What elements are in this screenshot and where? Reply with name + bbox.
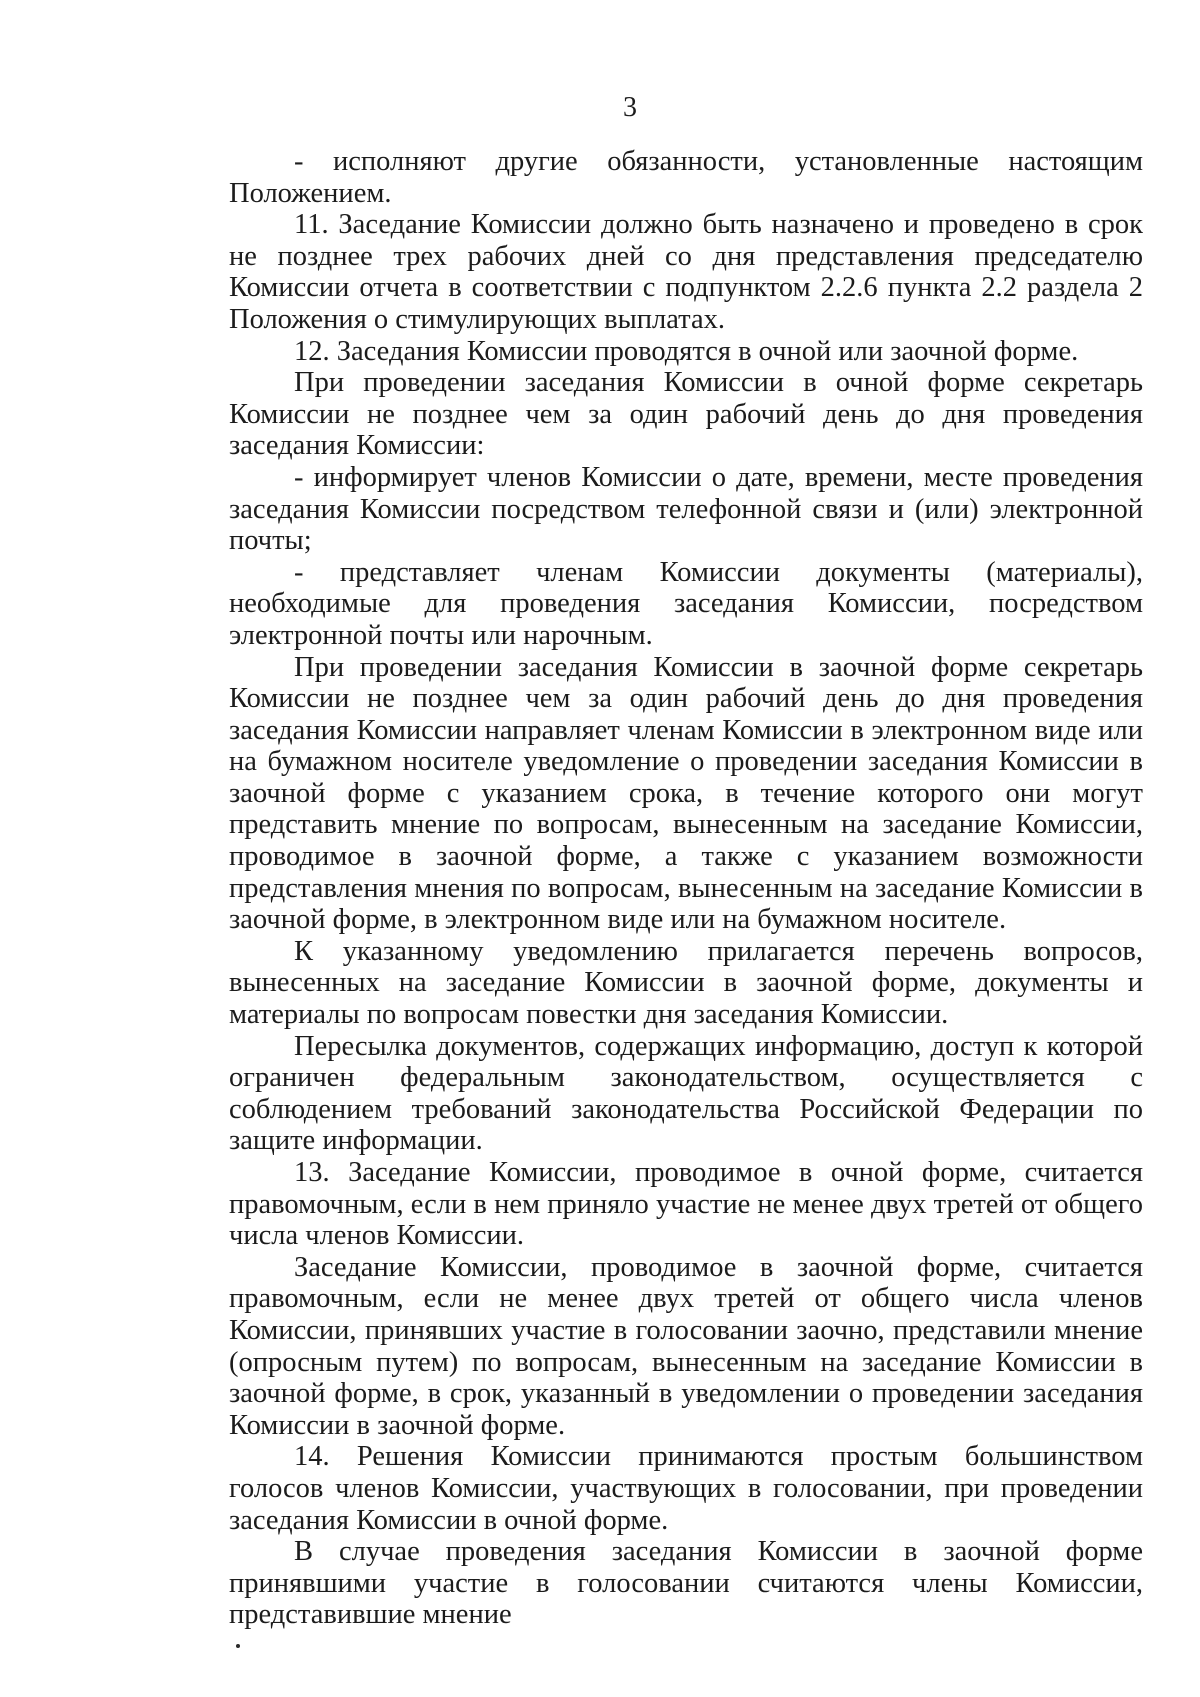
paragraph-duties: - исполняют другие обязанности, установленные настоящим Положением. [229, 146, 1143, 209]
paragraph-14: 14. Решения Комиссии принимаются простым большинством голосов членов Комиссии, участвующих в голосовании, при проведении заседания Комиссии в очной форме. [229, 1441, 1143, 1536]
paragraph-notification-attachments: К указанному уведомлению прилагается перечень вопросов, вынесенных на заседание Комиссии в заочной форме, документы и материалы по вопросам повестки дня заседания Комиссии. [229, 935, 1143, 1031]
paragraph-informs-members: - информирует членов Комиссии о дате, времени, месте проведения заседания Комиссии посредством телефонной связи и (или) электронной почты; [229, 461, 1143, 557]
paragraph-13: 13. Заседание Комиссии, проводимое в очной форме, считается правомочным, если в нем приняло участие не менее двух третей от общего числа членов Комиссии. [229, 1157, 1143, 1252]
paragraph-absentee-voting: В случае проведения заседания Комиссии в заочной форме принявшими участие в голосовании считаются члены Комиссии, представившие мнение [229, 1536, 1143, 1631]
scan-speck [236, 1644, 240, 1648]
paragraph-in-person-meeting: При проведении заседания Комиссии в очной форме секретарь Комиссии не позднее чем за один рабочий день до дня проведения заседания Комиссии: [229, 367, 1143, 462]
paragraph-restricted-documents: Пересылка документов, содержащих информацию, доступ к которой ограничен федеральным законодательством, осуществляется с соблюдением требований законодательства Российской Федерации по защите информации. [229, 1030, 1143, 1157]
paragraph-absentee-quorum: Заседание Комиссии, проводимое в заочной форме, считается правомочным, если не менее двух третей от общего числа членов Комиссии, принявших участие в голосовании заочно, представили мнение (опросным путем) по вопросам, вынесенным на заседание Комиссии в заочной форме, в срок, указанный в уведомлении о проведении заседания Комиссии в заочной форме. [229, 1251, 1143, 1441]
paragraph-provides-documents: - представляет членам Комиссии документы (материалы), необходимые для проведения заседания Комиссии, посредством электронной почты или нарочным. [229, 556, 1143, 651]
document-body [229, 146, 1143, 1631]
page-number: 3 [623, 92, 637, 123]
paragraph-12: 12. Заседания Комиссии проводятся в очной или заочной форме. [294, 335, 1079, 367]
paragraph-11: 11. Заседание Комиссии должно быть назначено и проведено в срок не позднее трех рабочих дней со дня представления председателю Комиссии отчета в соответствии с подпунктом 2.2.6 пункта 2.2 раздела 2 Положения о стимулирующих выплатах. [229, 209, 1143, 335]
paragraph-absentee-meeting: При проведении заседания Комиссии в заочной форме секретарь Комиссии не позднее чем за один рабочий день до дня проведения заседания Комиссии направляет членам Комиссии в электронном виде или на бумажном носителе уведомление о проведении заседания Комиссии в заочной форме с указанием срока, в течение которого они могут представить мнение по вопросам, вынесенным на заседание Комиссии, проводимое в заочной форме, а также с указанием возможности представления мнения по вопросам, вынесенным на заседание Комиссии в заочной форме, в электронном виде или на бумажном носителе. [229, 651, 1143, 936]
